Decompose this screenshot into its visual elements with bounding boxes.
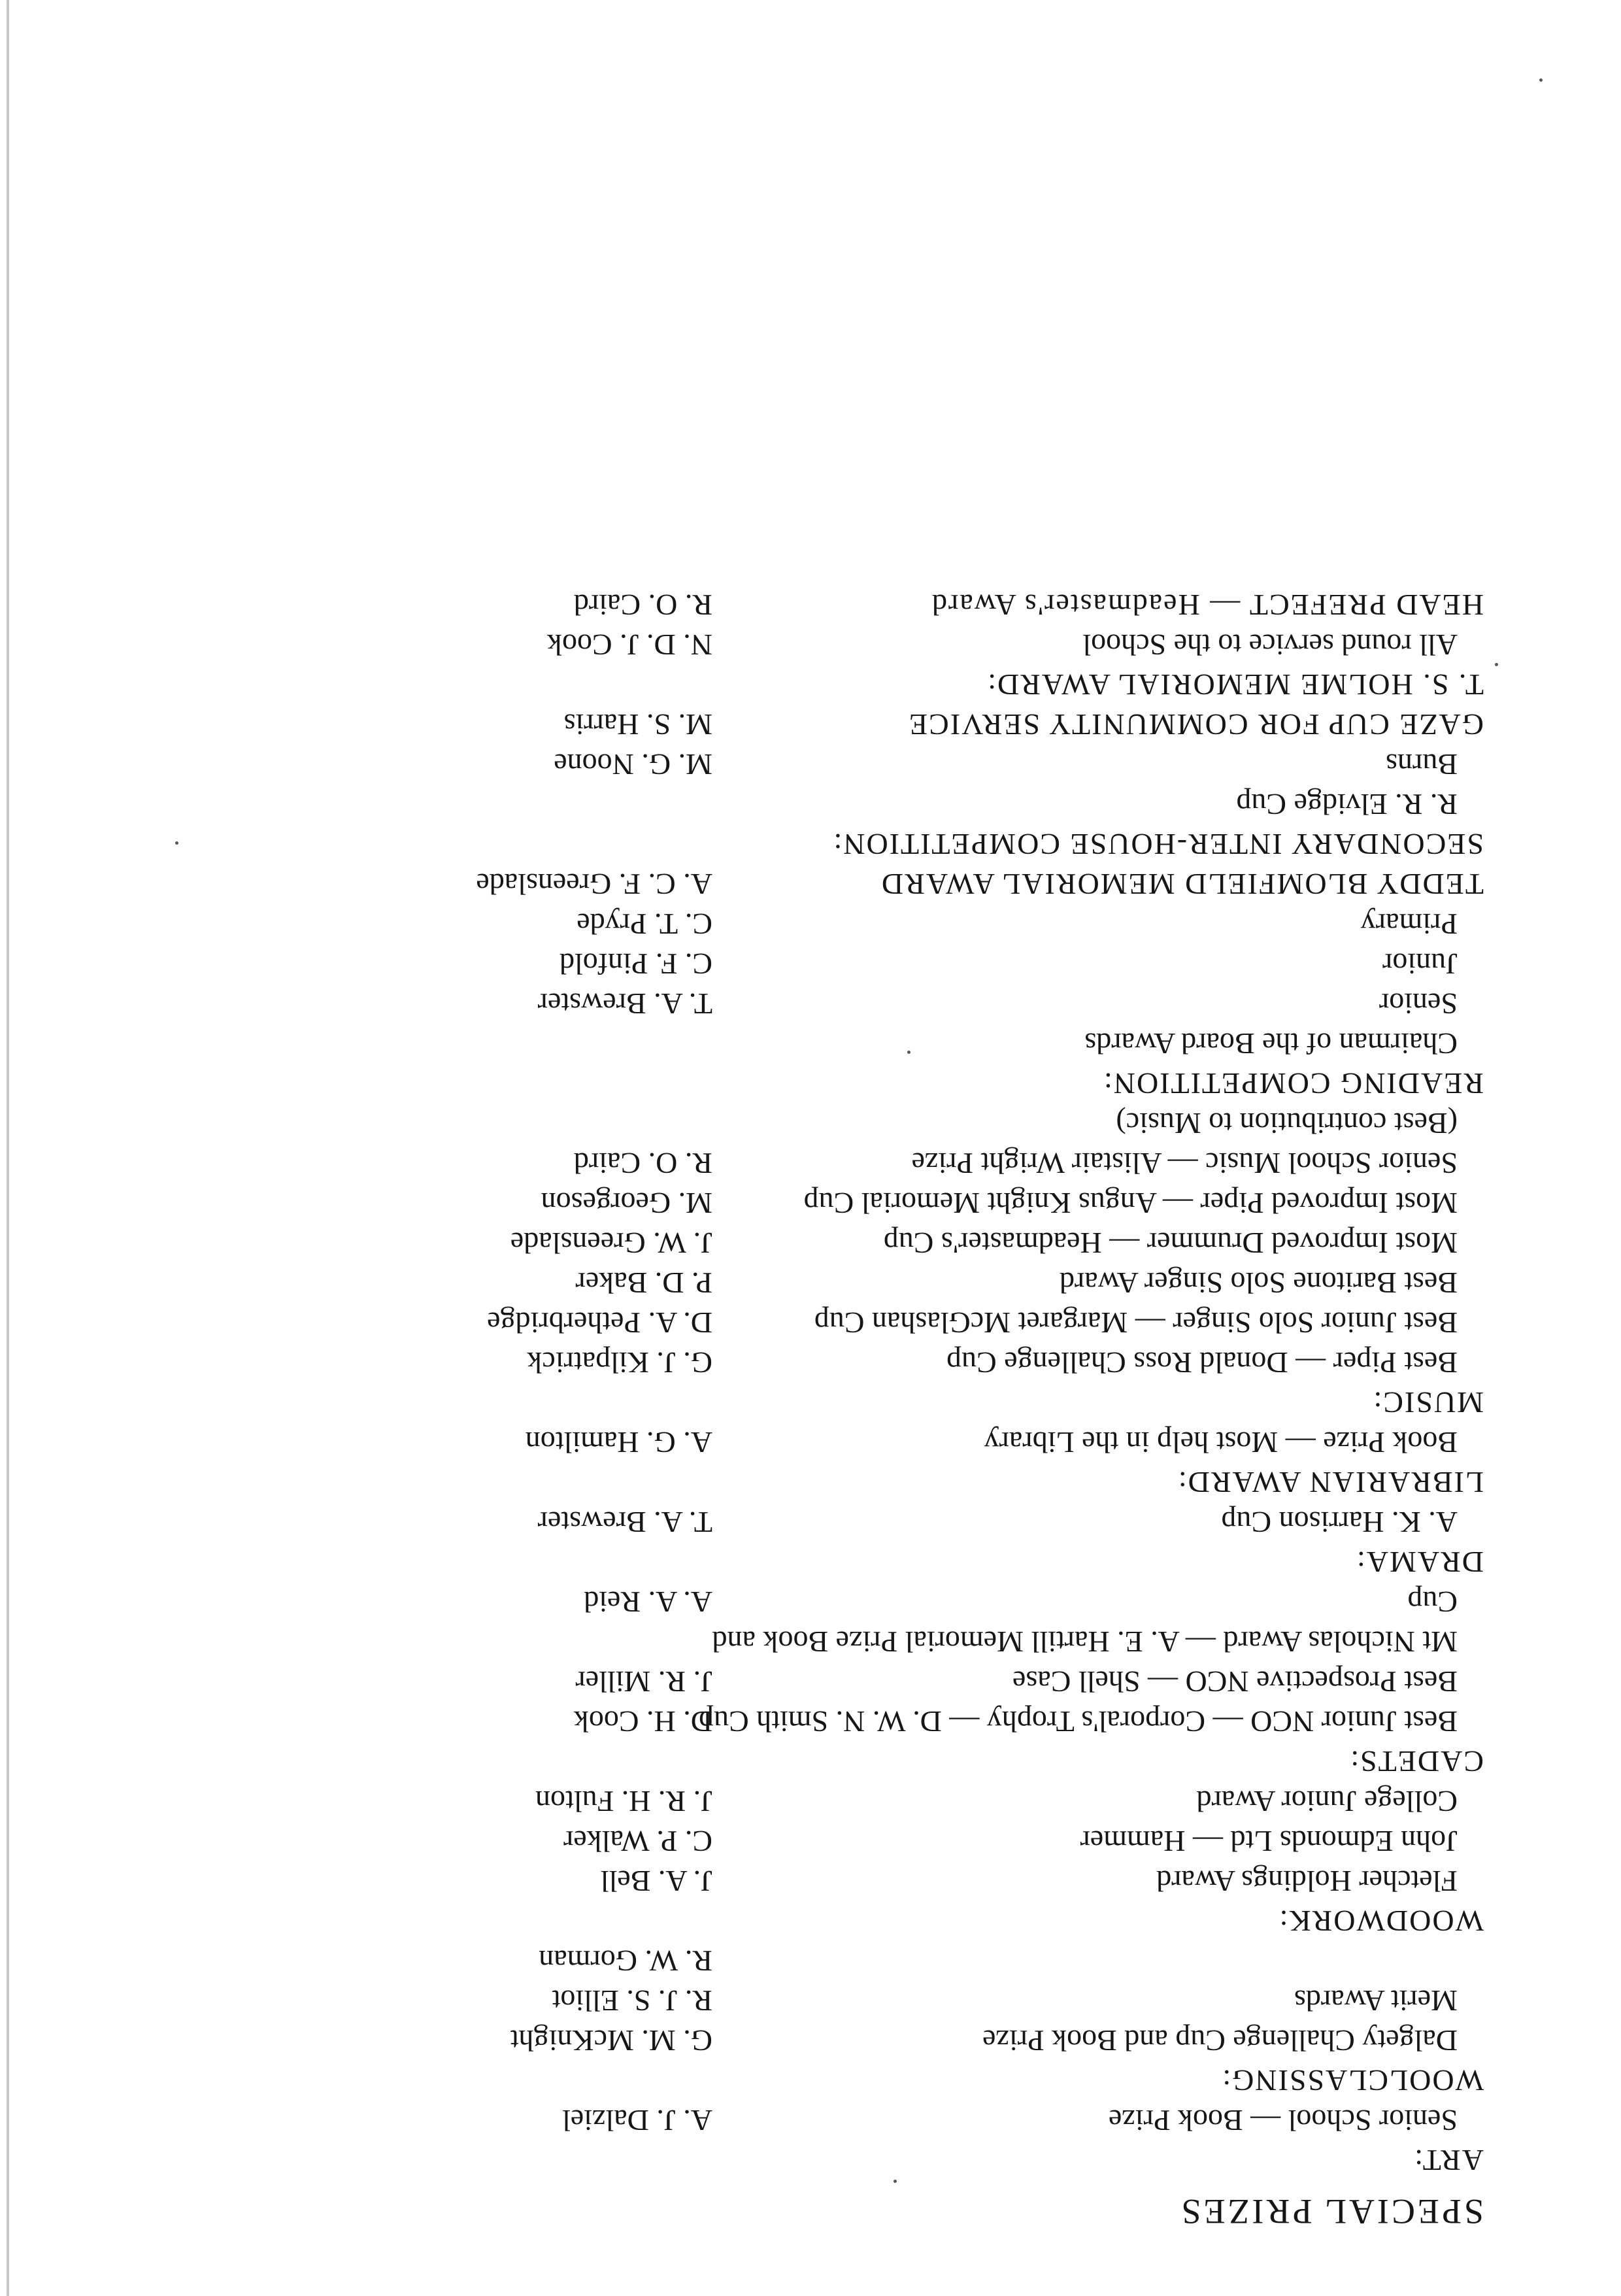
section-heading: TEDDY BLOMFIELD MEMORIAL AWARD (880, 868, 1484, 901)
prize-winner: D. A. Petherbridge (487, 1306, 712, 1340)
section-heading: GAZE CUP FOR COMMUNITY SERVICE (908, 708, 1484, 741)
section-heading-row (307, 1383, 1484, 1423)
prize-row (307, 1502, 1484, 1542)
prize-section (307, 585, 1484, 625)
prize-section (307, 1104, 1484, 1423)
prize-row (307, 1662, 1484, 1702)
prize-winner: A. G. Hamilton (525, 1426, 712, 1459)
prize-name: Chairman of the Board Awards (1084, 1027, 1458, 1060)
section-heading-row (307, 1901, 1484, 1941)
page-title: SPECIAL PRIZES (1178, 2192, 1484, 2231)
prize-winner: J. A. Bell (600, 1865, 712, 1898)
section-heading: SECONDARY INTER-HOUSE COMPETITION: (832, 828, 1484, 861)
section-heading-row (307, 1064, 1484, 1104)
section-heading-row (307, 705, 1484, 745)
prize-name: Senior School Music — Alistair Wright Prize (911, 1147, 1458, 1180)
prize-row (307, 1821, 1484, 1861)
prize-name: Merit Awards (1294, 1984, 1458, 2017)
prize-section (307, 1781, 1484, 1941)
prize-name: Best Piper — Donald Ross Challenge Cup (946, 1346, 1458, 1379)
section-heading: ART: (1413, 2144, 1484, 2177)
prize-section (307, 705, 1484, 745)
section-heading-row (307, 1542, 1484, 1582)
prize-name: John Edmonds Ltd — Hammer (1080, 1825, 1458, 1858)
prize-section (307, 2101, 1484, 2180)
prize-row (307, 625, 1484, 665)
prize-name: All round service to the School (1082, 628, 1458, 662)
prize-row (307, 1423, 1484, 1462)
prize-name: Junior (1382, 947, 1458, 981)
prize-row (307, 1143, 1484, 1183)
prize-winner: A. J. Dalziel (562, 2104, 712, 2137)
prize-name: Senior School — Book Prize (1108, 2104, 1458, 2137)
section-heading-row (307, 864, 1484, 904)
prize-row (307, 1861, 1484, 1901)
prize-name: Dalgety Challenge Cup and Book Prize (982, 2024, 1458, 2057)
prize-section (307, 745, 1484, 864)
section-heading: HEAD PREFECT — Headmaster's Award (930, 588, 1484, 622)
sections-container (307, 585, 1484, 2180)
prize-name: Most Improved Piper — Angus Knight Memorial Cup (803, 1187, 1458, 1220)
section-heading: READING COMPETITION: (1102, 1067, 1484, 1100)
prize-winner: M. S. Harris (563, 708, 712, 741)
section-heading: LIBRARIAN AWARD: (1177, 1466, 1484, 1499)
prize-name: Senior (1379, 987, 1458, 1021)
prize-row (307, 2021, 1484, 2061)
prize-row (307, 1024, 1484, 1064)
section-heading-row (307, 1742, 1484, 1781)
prize-winner: C. F. Pinfold (559, 947, 712, 981)
prize-row (307, 745, 1484, 785)
prize-section (307, 625, 1484, 705)
prize-row (307, 1981, 1484, 2021)
section-heading-row (307, 1462, 1484, 1502)
section-heading-row (307, 2061, 1484, 2101)
prize-name: Best Prospective NCO — Shell Case (1012, 1665, 1458, 1698)
prize-winner: R. O. Caird (573, 1147, 712, 1180)
prize-winner: T. A. Brewster (537, 1506, 712, 1539)
prize-winner: T. A. Brewster (537, 987, 712, 1021)
prize-name: Mt Nicholas Award — A. E. Hartill Memorial Prize Book and (712, 1625, 1458, 1659)
prize-section (307, 1582, 1484, 1781)
prize-row (307, 904, 1484, 944)
prize-winner: P. D. Baker (575, 1266, 712, 1300)
prize-section (307, 1423, 1484, 1502)
prize-row (307, 785, 1484, 824)
prize-row (307, 1223, 1484, 1263)
prize-row (307, 1702, 1484, 1742)
section-heading: MUSIC: (1372, 1386, 1484, 1419)
prize-winner: J. W. Greenslade (510, 1226, 712, 1260)
section-heading-row (307, 2140, 1484, 2180)
prize-row (307, 1622, 1484, 1662)
prize-winner: N. D. J. Cook (546, 628, 712, 662)
prize-section (307, 1502, 1484, 1582)
prize-name: College Junior Award (1196, 1785, 1458, 1818)
prize-row (307, 2101, 1484, 2140)
section-heading: WOODWORK: (1278, 1904, 1484, 1938)
prize-name: (Best contribution to Music) (1116, 1107, 1458, 1140)
prize-row (307, 1343, 1484, 1383)
prize-row (307, 1303, 1484, 1343)
prize-section (307, 904, 1484, 1104)
prize-name: Best Junior NCO — Corporal's Trophy — D. W. N. Smith Cup (699, 1705, 1458, 1738)
prize-winner: J. R. H. Fulton (535, 1785, 712, 1818)
section-heading-row (307, 585, 1484, 625)
prize-section (307, 1941, 1484, 2101)
prize-row (307, 984, 1484, 1024)
prize-winner: C. T. Pryde (577, 907, 712, 941)
prize-row (307, 944, 1484, 984)
prize-winner: M. Georgeson (541, 1187, 712, 1220)
prize-name: Book Prize — Most help in the Library (984, 1426, 1458, 1459)
prize-name: Primary (1360, 907, 1458, 941)
prize-winner: C. P. Walker (563, 1825, 712, 1858)
prize-winner: G. J. Kilpatrick (527, 1346, 712, 1379)
prize-list (307, 585, 1484, 2233)
prize-name: Best Junior Solo Singer — Margaret McGlashan Cup (814, 1306, 1458, 1340)
prize-name: Cup (1407, 1585, 1458, 1619)
prize-winner: R. W. Gorman (539, 1944, 712, 1978)
prize-winner: A. C. F. Greenslade (476, 868, 712, 901)
section-heading: WOOLCLASSING: (1221, 2064, 1484, 2097)
prize-name: Most Improved Drummer — Headmaster's Cup (883, 1226, 1458, 1260)
prize-winner: G. M. McKnight (510, 2024, 712, 2057)
prize-row (307, 1104, 1484, 1143)
prize-winner: J. R. Miller (575, 1665, 712, 1698)
prize-winner: R. J. S. Elliot (552, 1984, 712, 2017)
section-heading: CADETS: (1349, 1745, 1484, 1778)
section-heading: T. S. HOLME MEMORIAL AWARD: (986, 668, 1484, 701)
prize-winner: D. H. Cook (573, 1705, 712, 1738)
prize-row (307, 1941, 1484, 1981)
prize-winner: R. O. Caird (573, 588, 712, 622)
section-heading: DRAMA: (1355, 1545, 1484, 1579)
prize-section (307, 864, 1484, 904)
prize-row (307, 1582, 1484, 1622)
section-heading-row (307, 665, 1484, 705)
prize-name: Fletcher Holdings Award (1156, 1865, 1458, 1898)
prize-winner: A. A. Reid (584, 1585, 712, 1619)
prize-name: R. R. Elvidge Cup (1236, 788, 1458, 821)
section-heading-row (307, 824, 1484, 864)
prize-name: A. K. Harrison Cup (1221, 1506, 1458, 1539)
prize-row (307, 1183, 1484, 1223)
prize-winner: M. G. Noone (554, 748, 712, 781)
prize-row (307, 1263, 1484, 1303)
prize-name: Burns (1386, 748, 1458, 781)
prize-name: Best Baritone Solo Singer Award (1059, 1266, 1458, 1300)
prize-row (307, 1781, 1484, 1821)
